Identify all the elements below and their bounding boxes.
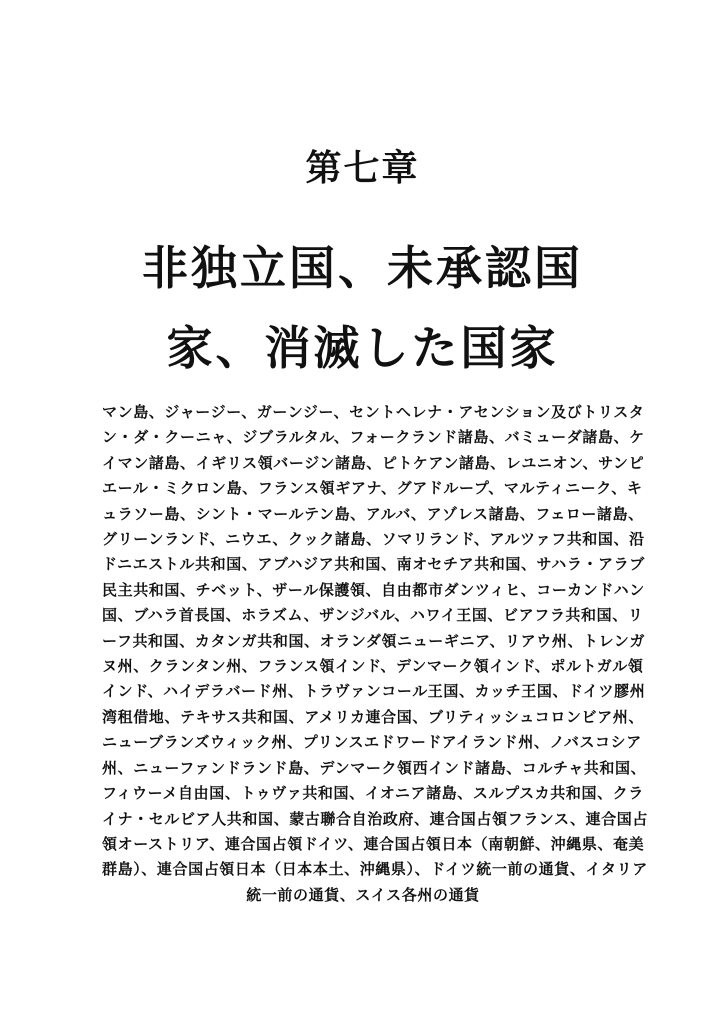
chapter-title — [0, 228, 725, 388]
body-paragraph — [102, 400, 649, 908]
body-line: ヌ州、クランタン州、フランス領インド、デンマーク領インド、ポルトガル領 — [102, 657, 644, 676]
body-line: イマン諸島、イギリス領バージン諸島、ピトケアン諸島、レユニオン、サンピ — [102, 453, 645, 472]
body-line: ュラソー島、シント・マールテン島、アルバ、アゾレス諸島、フェロー諸島、 — [102, 504, 644, 523]
body-line: 州、ニューファンドランド島、デンマーク領西インド諸島、コルチャ共和国、 — [102, 758, 647, 777]
body-line: インド、ハイデラバード州、トラヴァンコール王国、カッチ王国、ドイツ膠州 — [102, 682, 646, 701]
body-line: イナ・セルビア人共和国、蒙古聯合自治政府、連合国占領フランス、連合国占 — [102, 809, 649, 828]
body-line: フィウーメ自由国、トゥヴァ共和国、イオニア諸島、スルプスカ共和国、クラ — [102, 784, 644, 803]
body-line: ニューブランズウィック州、プリンスエドワードアイランド州、ノバスコシア — [102, 733, 642, 752]
body-line: 民主共和国、チベット、ザール保護領、自由都市ダンツィヒ、コーカンドハン — [102, 580, 645, 599]
body-line: 群島）、連合国占領日本（日本本土、沖縄県）、ドイツ統一前の通貨、イタリア — [102, 860, 648, 879]
chapter-label: 第七章 — [305, 148, 420, 189]
body-line: エール・ミクロン島、フランス領ギアナ、グアドループ、マルティニーク、キ — [102, 479, 643, 498]
body-line: マン島、ジャージー、ガーンジー、セントヘレナ・アセンション及びトリスタ — [102, 403, 645, 421]
body-line: ドニエストル共和国、アブハジア共和国、南オセチア共和国、サハラ・アラブ — [102, 555, 645, 574]
chapter-title-line-1: 非独立国、未承認国 — [142, 241, 583, 295]
body-line: ン・ダ・クーニャ、ジブラルタル、フォークランド諸島、バミューダ諸島、ケ — [102, 428, 645, 447]
body-line: グリーンランド、ニウエ、クック諸島、ソマリランド、アルツァフ共和国、沿 — [102, 530, 645, 549]
chapter-title-line-2: 家、消滅した国家 — [166, 321, 559, 375]
body-line: 領オーストリア、連合国占領ドイツ、連合国占領日本（南朝鮮、沖縄県、奄美 — [102, 834, 645, 853]
body-line: ーフ共和国、カタンガ共和国、オランダ領ニューギニア、リアウ州、トレンガ — [102, 631, 646, 650]
body-line: 国、ブハラ首長国、ホラズム、ザンジバル、ハワイ王国、ビアフラ共和国、リ — [102, 606, 644, 625]
body-line: 統一前の通貨、スイス各州の通貨 — [246, 885, 480, 904]
body-line: 湾租借地、テキサス共和国、アメリカ連合国、ブリティッシュコロンビア州、 — [102, 707, 644, 726]
